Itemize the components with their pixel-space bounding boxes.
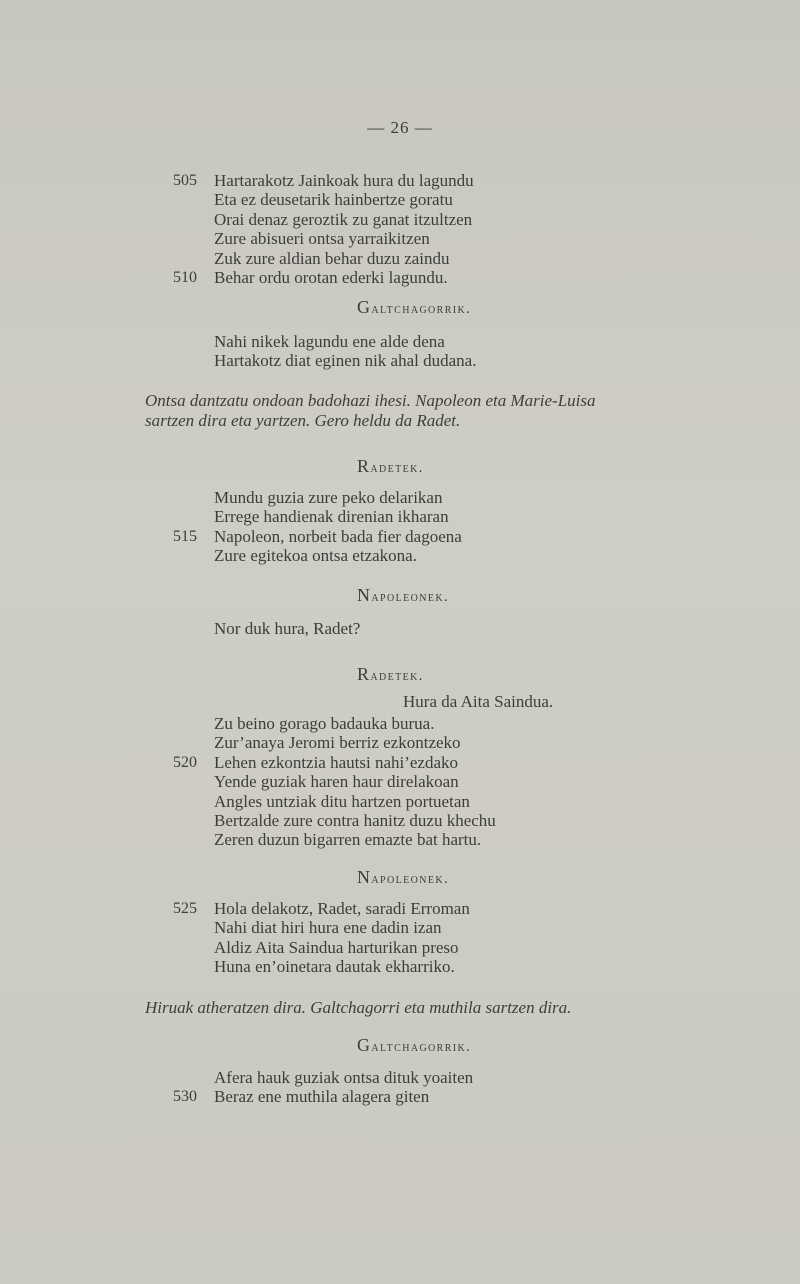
- speaker-heading: [357, 664, 424, 685]
- verse-text: Eta ez deusetarik hainbertze goratu: [214, 190, 453, 210]
- verse-line: [214, 351, 476, 370]
- verse-text: Aldiz Aita Saindua harturikan preso: [214, 937, 459, 957]
- verse-line: [214, 957, 470, 976]
- verse-text: Lehen ezkontzia hautsi nahi’ezdako: [214, 752, 459, 772]
- stage-direction-line: Hiruak atheratzen dira. Galtchagorri eta muthila sartzen dira.: [145, 998, 572, 1017]
- verse-text: Nahi nikek lagundu ene alde dena: [214, 332, 445, 351]
- speaker-name: altchagorrik.: [371, 1039, 472, 1055]
- verse-block: [214, 619, 360, 638]
- speaker-initial: R: [357, 664, 371, 684]
- line-number: 505: [173, 172, 197, 189]
- stage-direction-line: sartzen dira eta yartzen. Gero heldu da Radet.: [145, 411, 461, 430]
- verse-line: [214, 938, 470, 957]
- verse-text: Behar ordu orotan ederki lagundu.: [214, 268, 448, 288]
- verse-text: Napoleon, norbeit bada fier dagoena: [214, 526, 462, 546]
- verse-text: Zu beino gorago badauka burua.: [214, 714, 435, 733]
- verse-text: Nahi diat hiri hura ene dadin izan: [214, 918, 442, 938]
- verse-block: [173, 1068, 474, 1107]
- verse-text: Bertzalde zure contra hanitz duzu khechu: [214, 811, 496, 831]
- verse-line: [214, 830, 496, 849]
- verse-line: [214, 714, 496, 733]
- speaker-name: apoleonek.: [371, 871, 450, 887]
- verse-text: Mundu guzia zure peko delarikan: [214, 488, 443, 507]
- verse-text: Huna en’oinetara dautak ekharriko.: [214, 957, 455, 977]
- speaker-initial: G: [357, 297, 372, 317]
- stage-direction-line: Ontsa dantzatu ondoan badohazi ihesi. Napoleon eta Marie-Luisa: [145, 391, 596, 410]
- speaker-heading: [357, 867, 449, 888]
- verse-line: [173, 526, 462, 546]
- verse-line: [214, 792, 496, 811]
- verse-block: [214, 332, 476, 371]
- verse-line: [214, 210, 474, 229]
- verse-line: [214, 811, 496, 830]
- verse-line: [214, 619, 360, 638]
- verse-text: Zuk zure aldian behar duzu zaindu: [214, 248, 450, 268]
- verse-line: [173, 899, 470, 918]
- verse-text: Errege handienak direnian ikharan: [214, 507, 449, 527]
- verse-line: [214, 332, 476, 351]
- verse-line: [214, 772, 496, 791]
- verse-block: [173, 488, 462, 566]
- speaker-name: altchagorrik.: [371, 301, 472, 317]
- verse-line: [214, 1068, 473, 1087]
- speaker-heading: [357, 585, 449, 606]
- verse-line: [214, 507, 462, 526]
- speaker-heading: [357, 456, 424, 477]
- verse-line: [173, 752, 496, 772]
- verse-line: [173, 1087, 473, 1107]
- verse-line: [173, 268, 474, 288]
- speaker-name: adetek.: [370, 460, 424, 476]
- verse-text: Zure egitekoa ontsa etzakona.: [214, 546, 417, 566]
- verse-text: Afera hauk guziak ontsa dituk yoaiten: [214, 1068, 474, 1087]
- verse-text: Zure abisueri ontsa yarraikitzen: [214, 229, 430, 249]
- line-number: 515: [173, 527, 197, 545]
- verse-line: [214, 488, 462, 507]
- speaker-name: adetek.: [370, 668, 424, 684]
- speaker-name: apoleonek.: [371, 589, 450, 605]
- speaker-heading: [357, 297, 471, 318]
- verse-block: [173, 714, 496, 850]
- verse-line: [214, 733, 496, 752]
- line-number: 520: [173, 753, 197, 771]
- verse-text: Hartakotz diat eginen nik ahal dudana.: [214, 351, 477, 371]
- verse-line: [173, 171, 474, 190]
- speaker-heading: [357, 1035, 471, 1056]
- line-number: 525: [173, 900, 197, 917]
- verse-text: Zeren duzun bigarren emazte bat hartu.: [214, 830, 482, 850]
- verse-line: [214, 249, 474, 268]
- verse-line: [214, 229, 474, 248]
- verse-text: Hola delakotz, Radet, saradi Erroman: [214, 899, 470, 918]
- verse-block: [173, 899, 470, 977]
- verse-text: Zur’anaya Jeromi berriz ezkontzeko: [214, 733, 461, 753]
- verse-line: [214, 190, 474, 209]
- verse-text: Yende guziak haren haur direlakoan: [214, 772, 459, 792]
- stage-direction: [145, 391, 596, 431]
- verse-text: Hartarakotz Jainkoak hura du lagundu: [214, 171, 474, 190]
- verse-line: [214, 546, 462, 565]
- line-number: 530: [173, 1088, 197, 1106]
- speaker-initial: R: [357, 456, 371, 476]
- stage-direction: [145, 998, 571, 1018]
- verse-line: [214, 918, 470, 937]
- speaker-initial: N: [357, 867, 372, 887]
- speaker-initial: G: [357, 1035, 372, 1055]
- verse-block: [173, 171, 474, 288]
- verse-text: Nor duk hura, Radet?: [214, 619, 361, 638]
- speaker-initial: N: [357, 585, 372, 605]
- page-number: — 26 —: [367, 118, 433, 137]
- verse-line: Hura da Aita Saindua.: [403, 692, 554, 711]
- verse-text: Beraz ene muthila alagera giten: [214, 1087, 430, 1107]
- verse-text: Angles untziak ditu hartzen portuetan: [214, 791, 470, 811]
- verse-text: Orai denaz geroztik zu ganat itzultzen: [214, 209, 473, 229]
- line-number: 510: [173, 269, 197, 287]
